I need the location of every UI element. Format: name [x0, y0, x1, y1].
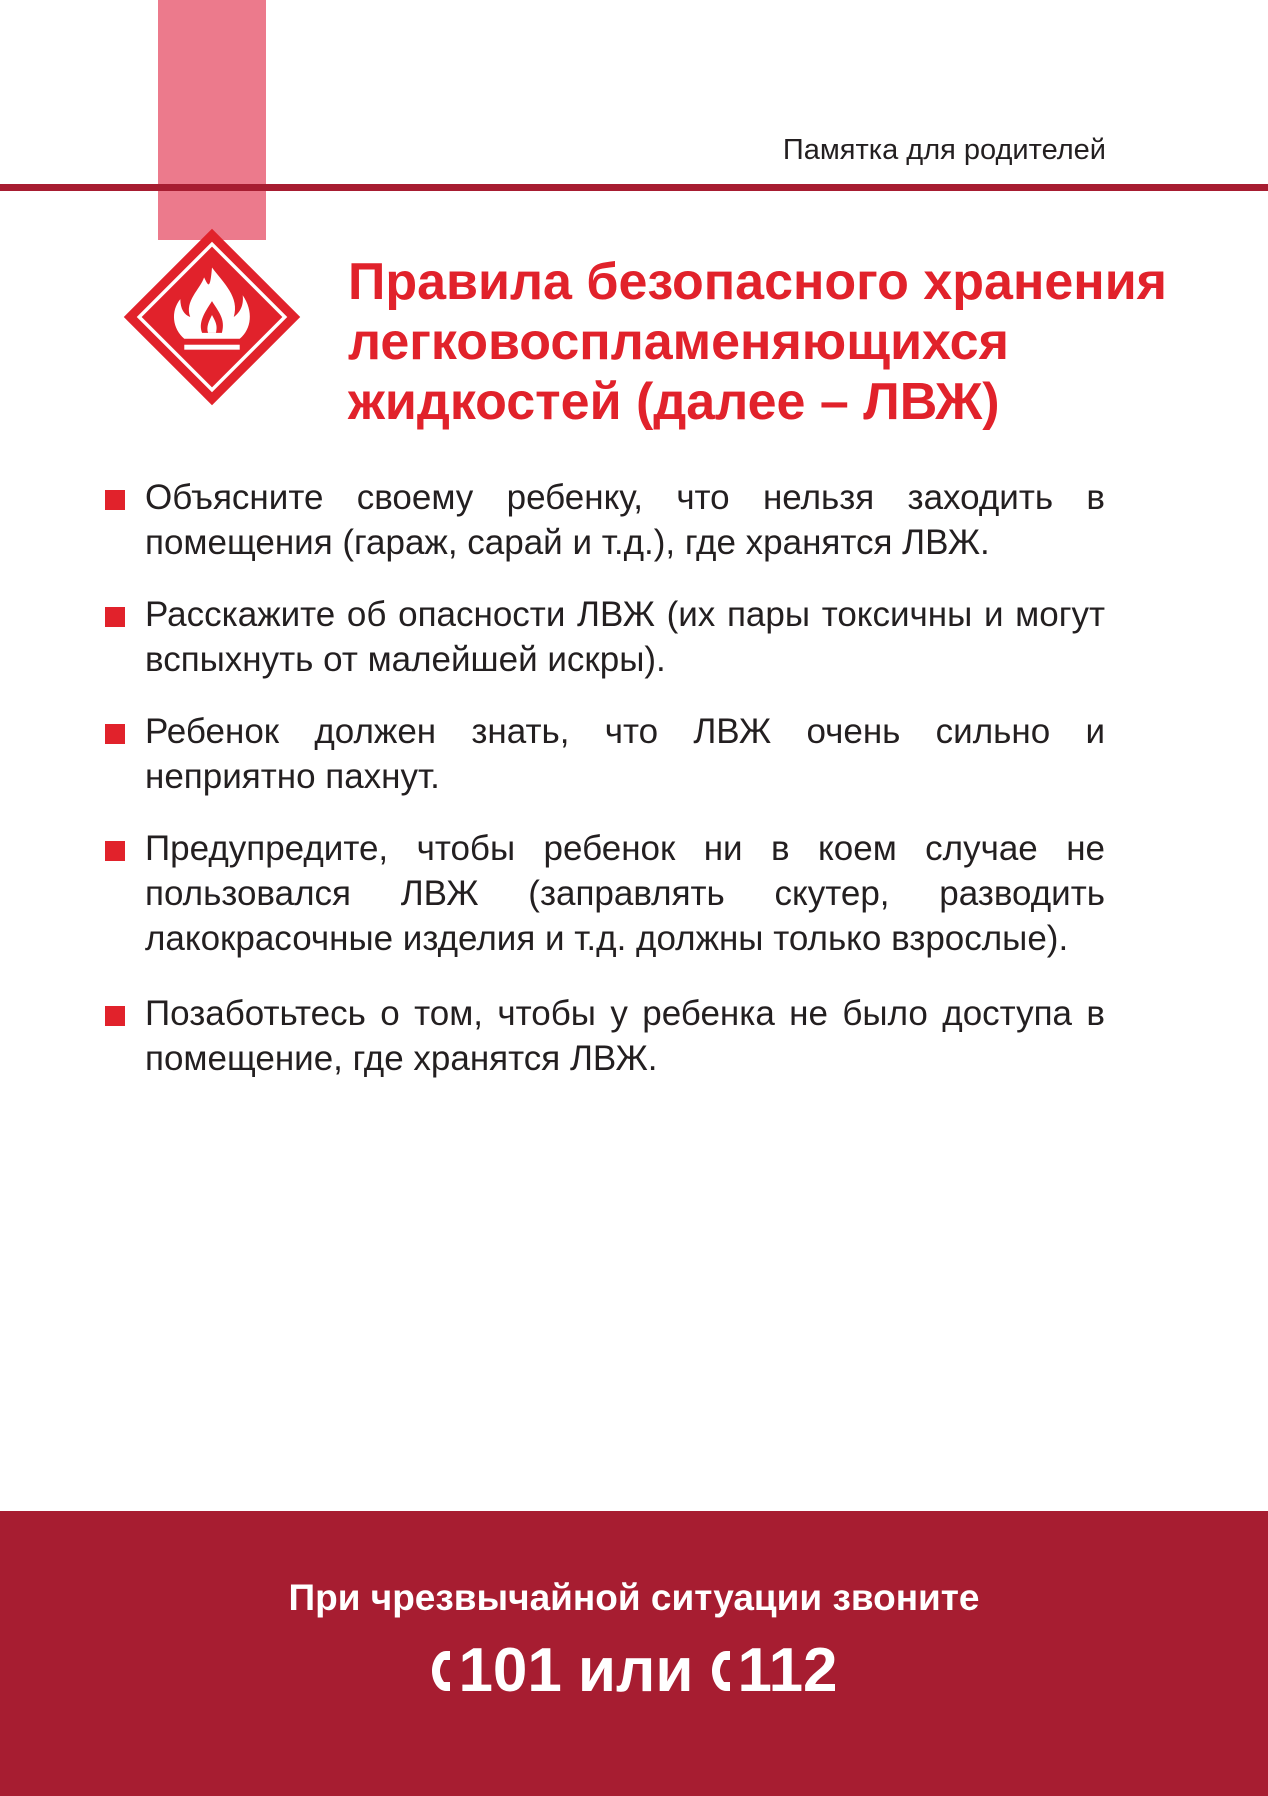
emergency-numbers	[0, 1635, 1268, 1706]
header-divider	[0, 184, 1268, 191]
safety-rules-list	[105, 475, 1105, 1108]
list-item	[105, 709, 1105, 799]
decorative-ribbon	[158, 0, 266, 240]
phone-handset-icon	[430, 1649, 452, 1693]
emergency-footer	[0, 1511, 1268, 1796]
list-item-text: Объясните своему ребенку, что нельзя заходить в помещения (гараж, сарай и т.д.), где хранятся ЛВЖ.	[145, 478, 1105, 562]
phone-handset-icon	[710, 1649, 732, 1693]
emergency-number-112: 112	[737, 1636, 838, 1705]
flammable-diamond-icon	[113, 218, 311, 416]
emergency-number-101: 101	[458, 1636, 562, 1705]
list-item-text: Ребенок должен знать, что ЛВЖ очень сильно и неприятно пахнут.	[145, 712, 1105, 796]
list-item	[105, 991, 1105, 1081]
list-item-text: Расскажите об опасности ЛВЖ (их пары токсичны и могут вспыхнуть от малейшей искры).	[145, 595, 1105, 679]
bullet-square-icon	[105, 490, 125, 510]
emergency-text: При чрезвычайной ситуации звоните	[288, 1577, 980, 1618]
list-item	[105, 475, 1105, 565]
emergency-or: или	[577, 1636, 694, 1705]
title-line: легковоспламеняющихся	[348, 313, 1009, 371]
bullet-square-icon	[105, 1006, 125, 1026]
list-item	[105, 826, 1105, 961]
bullet-square-icon	[105, 607, 125, 627]
bullet-square-icon	[105, 724, 125, 744]
list-item-text: Предупредите, чтобы ребенок ни в коем случае не пользовался ЛВЖ (заправлять скутер, разводить лакокрасочные изделия и т.д. должны только взрослые).	[145, 829, 1105, 958]
bullet-square-icon	[105, 841, 125, 861]
list-item	[105, 592, 1105, 682]
list-item-text: Позаботьтесь о том, чтобы у ребенка не было доступа в помещение, где хранятся ЛВЖ.	[145, 994, 1105, 1078]
title-line: жидкостей (далее – ЛВЖ)	[348, 373, 1000, 431]
page-title	[348, 252, 1167, 432]
memo-subtitle: Памятка для родителей	[782, 134, 1106, 166]
title-line: Правила безопасного хранения	[348, 253, 1167, 311]
